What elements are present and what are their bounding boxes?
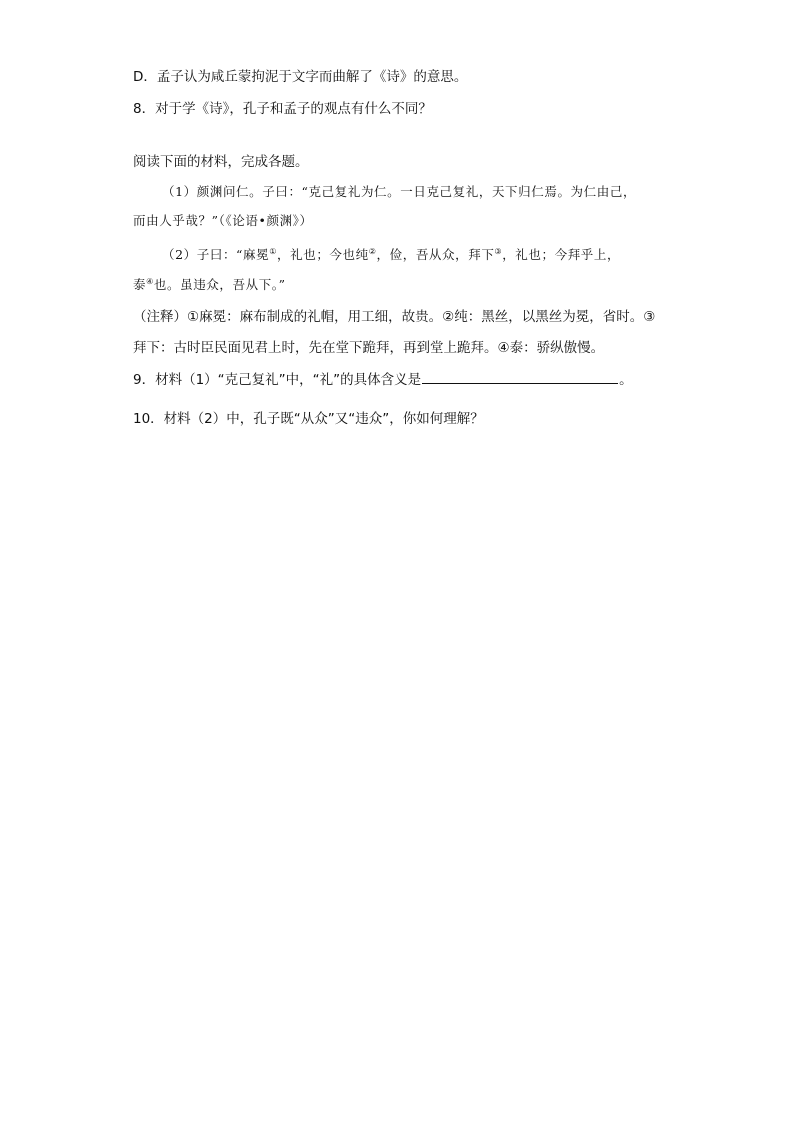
annotation-line-1: （注释）①麻冕：麻布制成的礼帽，用工细，故贵。②纯：黑丝，以黑丝为冕，省时。③ — [133, 309, 656, 325]
question-9-end: 。 — [619, 372, 633, 388]
material-2-text: ，礼也；今拜乎上， — [502, 247, 621, 262]
footnote-marker-4: ④ — [146, 276, 154, 286]
question-9 — [133, 369, 633, 390]
answer-blank[interactable] — [422, 369, 618, 384]
footnote-marker-3: ③ — [494, 246, 503, 256]
question-9-prompt: 9．材料（1）“克己复礼”中，“礼”的具体含义是 — [133, 372, 422, 388]
material-2-text: 泰 — [133, 277, 147, 292]
footnote-marker-1: ① — [269, 246, 278, 256]
question-10: 10．材料（2）中，孔子既“从众”又“违众”，你如何理解？ — [133, 411, 484, 427]
material-2-text: （2）子曰：“麻冕 — [162, 247, 270, 262]
material-2-text: ，礼也；今也纯 — [277, 247, 369, 262]
question-8: 8．对于学《诗》，孔子和孟子的观点有什么不同？ — [133, 101, 432, 117]
reading-instruction: 阅读下面的材料，完成各题。 — [133, 154, 309, 170]
material-1-line-1: （1）颜渊问仁。子曰：“克己复礼为仁。一日克己复礼，天下归仁焉。为仁由己， — [162, 184, 637, 199]
material-2-line-2 — [133, 275, 286, 295]
material-2-text: 也。虽违众，吾从下。” — [153, 277, 286, 292]
annotation-line-2: 拜下：古时臣民面见君上时，先在堂下跪拜，再到堂上跪拜。④泰：骄纵傲慢。 — [133, 340, 605, 356]
material-1-line-2: 而由人乎哉？”（《论语•颜渊》） — [133, 213, 313, 228]
material-2-text: ，俭，吾从众，拜下 — [376, 247, 495, 262]
footnote-marker-2: ② — [368, 246, 377, 256]
question-7-option-d: D．孟子认为咸丘蒙拘泥于文字而曲解了《诗》的意思。 — [133, 69, 468, 85]
material-2-line-1 — [162, 245, 620, 265]
